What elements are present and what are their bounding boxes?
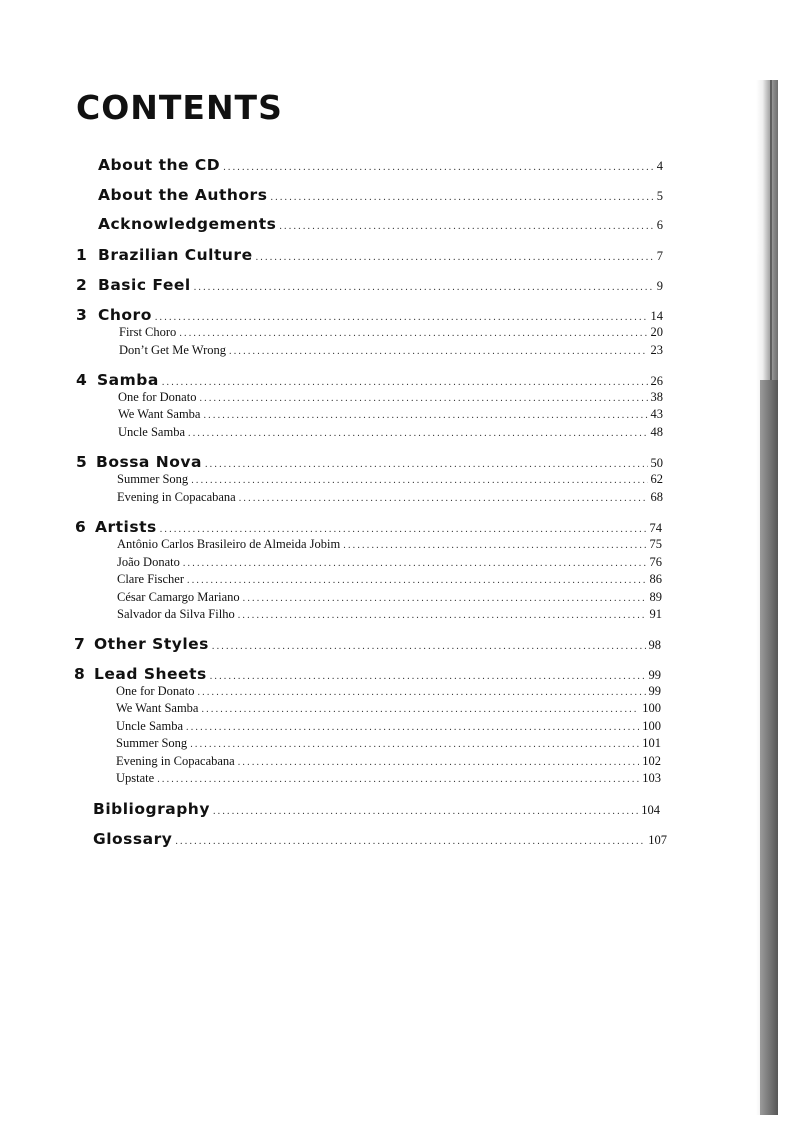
- page-number: 68: [650, 490, 663, 504]
- leader-dots: [197, 687, 645, 698]
- toc-subentry-title: One for Donato: [116, 684, 195, 698]
- leader-dots: [213, 806, 638, 817]
- page-number: 23: [650, 343, 663, 357]
- toc-heading: About the CD: [98, 156, 221, 174]
- toc-heading: Glossary: [93, 830, 173, 848]
- leader-dots: [279, 221, 653, 232]
- toc-subentry: [118, 425, 663, 440]
- leader-dots: [194, 282, 654, 293]
- leader-dots: [155, 312, 648, 323]
- toc-subentry: [116, 754, 661, 769]
- toc-heading: Basic Feel: [98, 276, 191, 294]
- chapter-number: 2: [76, 276, 87, 294]
- toc-subentry-title: We Want Samba: [116, 701, 199, 715]
- chapter-number: 5: [76, 453, 87, 471]
- leader-dots: [256, 252, 654, 263]
- toc-heading: Samba: [97, 371, 159, 389]
- page-number: 14: [650, 309, 663, 323]
- page-number: 50: [650, 456, 663, 470]
- leader-dots: [238, 610, 647, 621]
- page-binding-edge: [756, 80, 778, 1115]
- toc-subentry: [116, 771, 661, 786]
- chapter-number: 6: [75, 518, 86, 536]
- toc-heading: Bibliography: [93, 800, 210, 818]
- page-number: 74: [649, 521, 662, 535]
- leader-dots: [162, 377, 648, 388]
- leader-dots: [191, 475, 647, 486]
- page-number: 9: [656, 279, 663, 293]
- toc-subentry-title: Upstate: [116, 771, 155, 785]
- toc-subentry-title: One for Donato: [118, 390, 197, 404]
- toc-heading: Other Styles: [94, 635, 209, 653]
- toc-heading: Choro: [98, 306, 152, 324]
- toc-entry-chapter-2: [98, 276, 663, 294]
- toc-subentry-title: Uncle Samba: [116, 719, 183, 733]
- toc-subentry-title: Evening in Copacabana: [117, 490, 236, 504]
- page-number: 100: [642, 719, 661, 733]
- page-number: 48: [650, 425, 663, 439]
- toc-subentry: [116, 684, 661, 699]
- page-number: 4: [656, 159, 663, 173]
- page-number: 99: [648, 668, 661, 682]
- toc-subentry: [117, 537, 662, 552]
- toc-subentry-title: Don’t Get Me Wrong: [119, 343, 227, 357]
- page-title: CONTENTS: [76, 88, 283, 127]
- leader-dots: [223, 162, 654, 173]
- toc-subentry: [117, 555, 662, 570]
- leader-dots: [190, 739, 639, 750]
- page-number: 20: [650, 325, 663, 339]
- leader-dots: [239, 493, 648, 504]
- toc-subentry: [116, 701, 661, 716]
- toc-entry-chapter-5: [96, 453, 663, 471]
- toc-heading: Lead Sheets: [94, 665, 207, 683]
- toc-entry-acknowledgements: [98, 215, 663, 233]
- toc-subentry: [117, 590, 662, 605]
- toc-subentry: [118, 390, 663, 405]
- toc-entry-chapter-6: [95, 518, 662, 536]
- toc-entry-chapter-8: [94, 665, 661, 683]
- page-number: 107: [648, 833, 667, 847]
- toc-subentry: [117, 472, 663, 487]
- toc-subentry-title: Summer Song: [116, 736, 188, 750]
- toc-subentry-title: Uncle Samba: [118, 425, 185, 439]
- toc-entry-bibliography: [93, 800, 660, 818]
- leader-dots: [179, 328, 647, 339]
- toc-subentry: [118, 407, 663, 422]
- page-number: 62: [650, 472, 663, 486]
- chapter-number: 4: [76, 371, 87, 389]
- toc-subentry-title: First Choro: [119, 325, 177, 339]
- toc-entry-about-cd: [98, 156, 663, 174]
- leader-dots: [186, 722, 639, 733]
- toc-subentry: [117, 490, 663, 505]
- leader-dots: [229, 346, 647, 357]
- page-number: 98: [648, 638, 661, 652]
- chapter-number: 8: [74, 665, 85, 683]
- page-number: 103: [642, 771, 661, 785]
- page-number: 102: [642, 754, 661, 768]
- toc-heading: Brazilian Culture: [98, 246, 253, 264]
- page-number: 86: [649, 572, 662, 586]
- leader-dots: [160, 524, 647, 535]
- page-number: 91: [649, 607, 662, 621]
- page-number: 43: [650, 407, 663, 421]
- toc-subentry-title: Antônio Carlos Brasileiro de Almeida Jobim: [117, 537, 341, 551]
- page-number: 100: [642, 701, 661, 715]
- leader-dots: [238, 757, 640, 768]
- leader-dots: [205, 459, 648, 470]
- page-number: 76: [649, 555, 662, 569]
- leader-dots: [201, 704, 639, 715]
- toc-entry-chapter-1: [98, 246, 663, 264]
- toc-subentry: [116, 719, 661, 734]
- leader-dots: [343, 540, 646, 551]
- page-number: 7: [656, 249, 663, 263]
- leader-dots: [203, 410, 647, 421]
- leader-dots: [183, 558, 647, 569]
- leader-dots: [243, 593, 647, 604]
- toc-entry-chapter-3: [98, 306, 663, 324]
- toc-subentry: [117, 607, 662, 622]
- toc-entry-about-authors: [98, 186, 663, 204]
- chapter-number: 1: [76, 246, 87, 264]
- toc-subentry-title: Evening in Copacabana: [116, 754, 235, 768]
- toc-subentry-title: Clare Fischer: [117, 572, 184, 586]
- binding-shadow: [760, 380, 778, 1115]
- toc-heading: About the Authors: [98, 186, 268, 204]
- leader-dots: [212, 641, 646, 652]
- page-number: 38: [650, 390, 663, 404]
- toc-subentry: [116, 736, 661, 751]
- leader-dots: [175, 836, 645, 847]
- page-number: 99: [648, 684, 661, 698]
- toc-subentry-title: Salvador da Silva Filho: [117, 607, 235, 621]
- toc-subentry-title: João Donato: [117, 555, 180, 569]
- page-number: 5: [656, 189, 663, 203]
- toc-subentry-title: Summer Song: [117, 472, 189, 486]
- toc-heading: Bossa Nova: [96, 453, 202, 471]
- page-number: 26: [650, 374, 663, 388]
- chapter-number: 3: [76, 306, 87, 324]
- leader-dots: [199, 393, 647, 404]
- toc-entry-chapter-4: [97, 371, 663, 389]
- leader-dots: [157, 774, 639, 785]
- toc-subentry: [119, 343, 663, 358]
- leader-dots: [187, 575, 647, 586]
- page-number: 104: [641, 803, 660, 817]
- page-number: 89: [649, 590, 662, 604]
- page-number: 75: [649, 537, 662, 551]
- page-number: 101: [642, 736, 661, 750]
- toc-heading: Artists: [95, 518, 157, 536]
- toc-heading: Acknowledgements: [98, 215, 277, 233]
- toc-entry-glossary: [93, 830, 667, 848]
- toc-subentry-title: César Camargo Mariano: [117, 590, 240, 604]
- page-number: 6: [656, 218, 663, 232]
- toc-subentry: [117, 572, 662, 587]
- leader-dots: [270, 192, 653, 203]
- leader-dots: [210, 671, 646, 682]
- toc-subentry: [119, 325, 663, 340]
- leader-dots: [188, 428, 648, 439]
- chapter-number: 7: [74, 635, 85, 653]
- toc-subentry-title: We Want Samba: [118, 407, 201, 421]
- toc-entry-chapter-7: [94, 635, 661, 653]
